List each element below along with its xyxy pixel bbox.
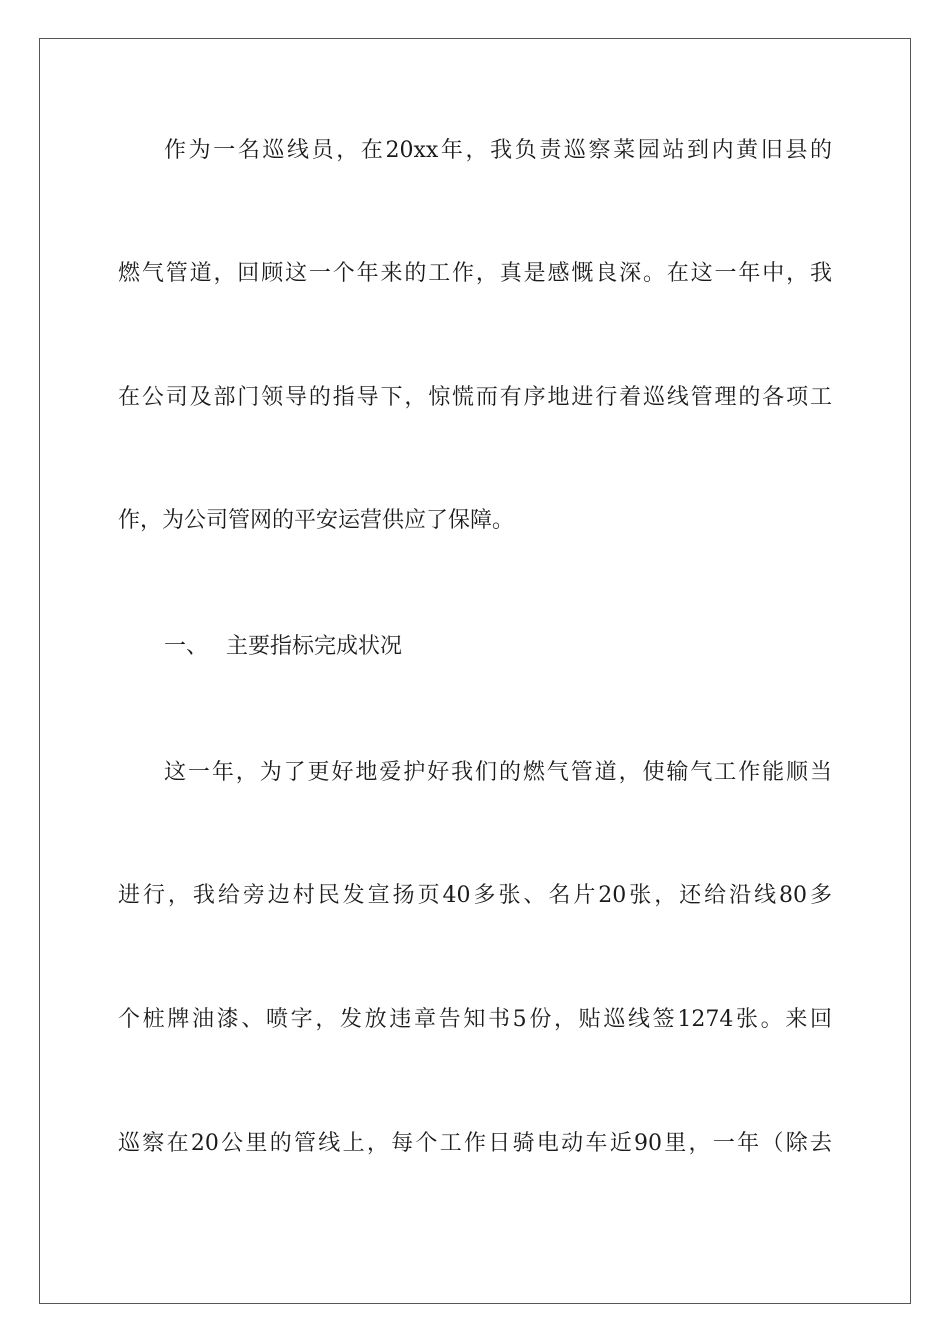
- section-title: 主要指标完成状况: [226, 634, 403, 659]
- section-heading: [164, 630, 402, 664]
- paragraph-line: 巡察在20公里的管线上，每个工作日骑电动车近90里，一年（除去: [118, 1131, 832, 1156]
- paragraph-line: 这一年，为了更好地爱护好我们的燃气管道，使输气工作能顺当: [164, 760, 832, 785]
- paragraph-line: 在公司及部门领导的指导下，惊慌而有序地进行着巡线管理的各项工: [118, 385, 832, 410]
- paragraph-line: 作，为公司管网的平安运营供应了保障。: [118, 508, 515, 533]
- paragraph-line: 进行，我给旁边村民发宣扬页40多张、名片20张，还给沿线80多: [118, 883, 832, 908]
- paragraph-line: 作为一名巡线员，在20xx年，我负责巡察菜园站到内黄旧县的: [164, 138, 832, 163]
- paragraph-line: 燃气管道，回顾这一个年来的工作，真是感慨良深。在这一年中，我: [118, 261, 832, 286]
- paragraph-line: 个桩牌油漆、喷字，发放违章告知书5份，贴巡线签1274张。来回: [118, 1007, 832, 1032]
- page-border: [39, 38, 911, 1304]
- section-number: 一、: [164, 634, 209, 659]
